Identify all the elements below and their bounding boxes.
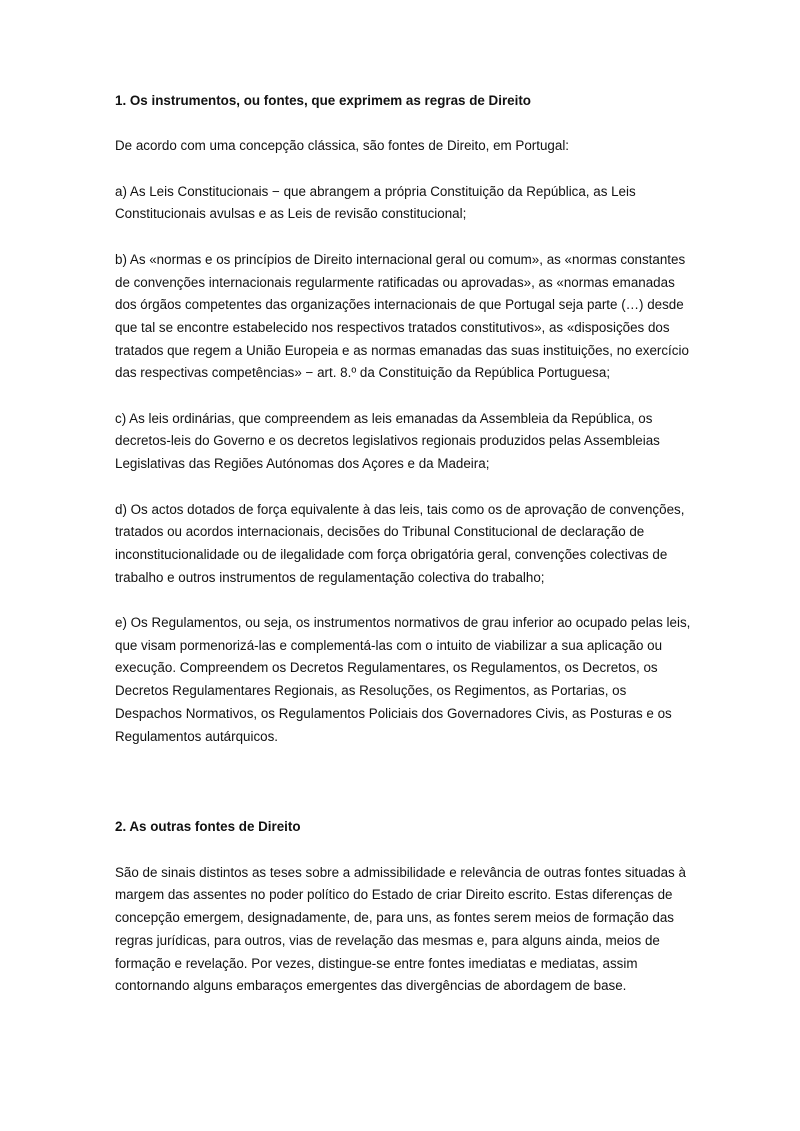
spacer <box>115 158 691 181</box>
list-item-e: e) Os Regulamentos, ou seja, os instrumentos normativos de grau inferior ao ocupado pelas leis, que visam pormenorizá-las e complementá-las com o intuito de viabilizar a sua aplicação ou execução. Compreendem os Decretos Regulamentares, os Regulamentos, os Decretos, os Decretos Regulamentares Regionais, as Resoluções, os Regimentos, as Portarias, os Despachos Normativos, os Regulamentos Policiais dos Governadores Civis, as Posturas e os Regulamentos autárquicos. <box>115 615 691 744</box>
section-1-intro: De acordo com uma concepção clássica, são fontes de Direito, em Portugal: <box>115 138 570 154</box>
list-item-c: c) As leis ordinárias, que compreendem as leis emanadas da Assembleia da República, os decretos-leis do Governo e os decretos legislativos regionais produzidos pelas Assembleias Legislativas das Regiões Autónomas dos Açores e da Madeira; <box>115 410 660 472</box>
list-item-b: b) As «normas e os princípios de Direito internacional geral ou comum», as «normas constantes de convenções internacionais regularmente ratificadas ou aprovadas», as «normas emanadas dos órgãos competentes das organizações internacionais de que Portugal seja parte (…) desde que tal se encontre estabelecido nos respectivos tratados constitutivos», as «disposições dos tratados que regem a União Europeia e as normas emanadas das suas instituições, no exercício das respectivas competências» − art. 8.º da Constituição da República Portuguesa; <box>115 251 689 381</box>
spacer <box>115 589 691 612</box>
spacer <box>115 476 691 499</box>
section-spacer <box>115 748 691 793</box>
section-2-body: São de sinais distintos as teses sobre a admissibilidade e relevância de outras fontes situadas à margem das assentes no poder político do Estado de criar Direito escrito. Estas diferenças de concepção emergem, designadamente, de, para uns, as fontes serem meios de formação das regras jurídicas, para outros, vias de revelação das mesmas e, para alguns ainda, meios de formação e revelação. Por vezes, distingue-se entre fontes imediatas e mediatas, assim contornando alguns embaraços emergentes das divergências de abordagem de base. <box>115 864 686 994</box>
spacer <box>115 794 691 817</box>
spacer <box>115 226 691 249</box>
section-1-heading: 1. Os instrumentos, ou fontes, que exprimem as regras de Direito <box>115 93 531 108</box>
document-page <box>115 90 691 998</box>
section-2-heading: 2. As outras fontes de Direito <box>115 819 301 835</box>
spacer <box>115 839 691 862</box>
list-item-a: a) As Leis Constitucionais − que abrangem a própria Constituição da República, as Leis Constitucionais avulsas e as Leis de revisão constitucional; <box>115 183 636 222</box>
spacer <box>115 385 691 408</box>
list-item-d: d) Os actos dotados de força equivalente à das leis, tais como os de aprovação de convenções, tratados ou acordos internacionais, decisões do Tribunal Constitucional de declaração de inconstitucionalidade ou de ilegalidade com força obrigatória geral, convenções colectivas de trabalho e outros instrumentos de regulamentação colectiva do trabalho; <box>115 501 685 585</box>
spacer <box>115 113 691 136</box>
